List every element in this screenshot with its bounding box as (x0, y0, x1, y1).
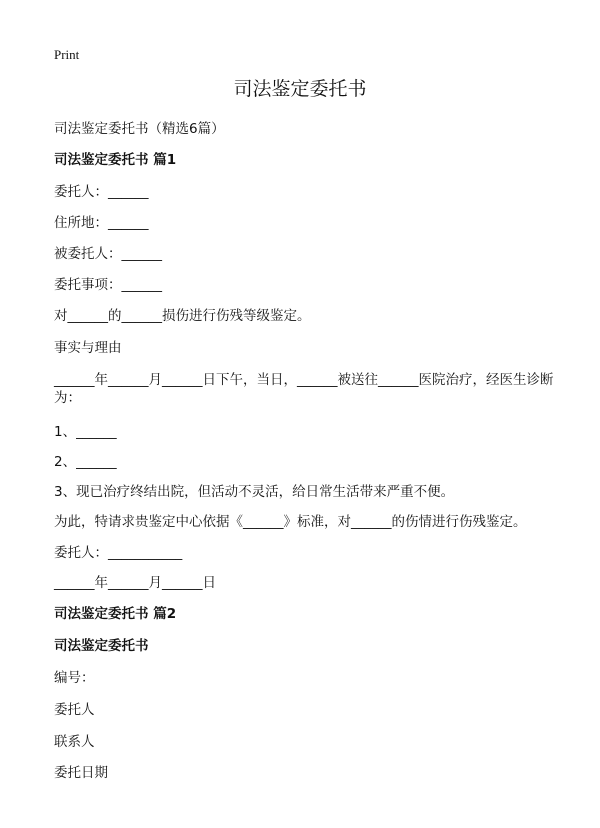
field-contact: 联系人 (54, 734, 95, 750)
document-subtitle: 司法鉴定委托书（精选6篇） (54, 121, 225, 137)
field-number: 编号： (54, 670, 95, 686)
field-address: 住所地：______ (54, 215, 149, 231)
field-entrusting-party-2: 委托人 (54, 702, 95, 718)
paragraph-facts-heading: 事实与理由 (54, 340, 122, 356)
list-item-2: 2、______ (54, 454, 117, 470)
page-title: 司法鉴定委托书 (233, 78, 367, 100)
date-line: ______年______月______日 (54, 575, 216, 591)
field-entrusted-party: 被委托人：______ (54, 246, 162, 262)
section-heading-2: 司法鉴定委托书 篇2 (54, 606, 177, 622)
field-entrusting-party: 委托人：______ (54, 184, 149, 200)
paragraph-appraisal: 对______的______损伤进行伤残等级鉴定。 (54, 308, 311, 324)
section-heading-1: 司法鉴定委托书 篇1 (54, 152, 177, 168)
field-matter: 委托事项：______ (54, 277, 162, 293)
signature-line: 委托人：___________ (54, 545, 183, 561)
section-2-title: 司法鉴定委托书 (54, 638, 149, 654)
list-item-1: 1、______ (54, 424, 117, 440)
field-entrust-date: 委托日期 (54, 765, 108, 781)
list-item-3: 3、现已治疗终结出院，但活动不灵活，给日常生活带来严重不便。 (54, 484, 455, 500)
paragraph-facts: ______年______月______日下午，当日，______被送往______医院治疗，经医生诊断为： (54, 372, 554, 406)
paragraph-request: 为此，特请求贵鉴定中心依据《______》标准，对______的伤情进行伤残鉴定。 (54, 514, 527, 530)
print-link[interactable]: Print (54, 47, 80, 62)
